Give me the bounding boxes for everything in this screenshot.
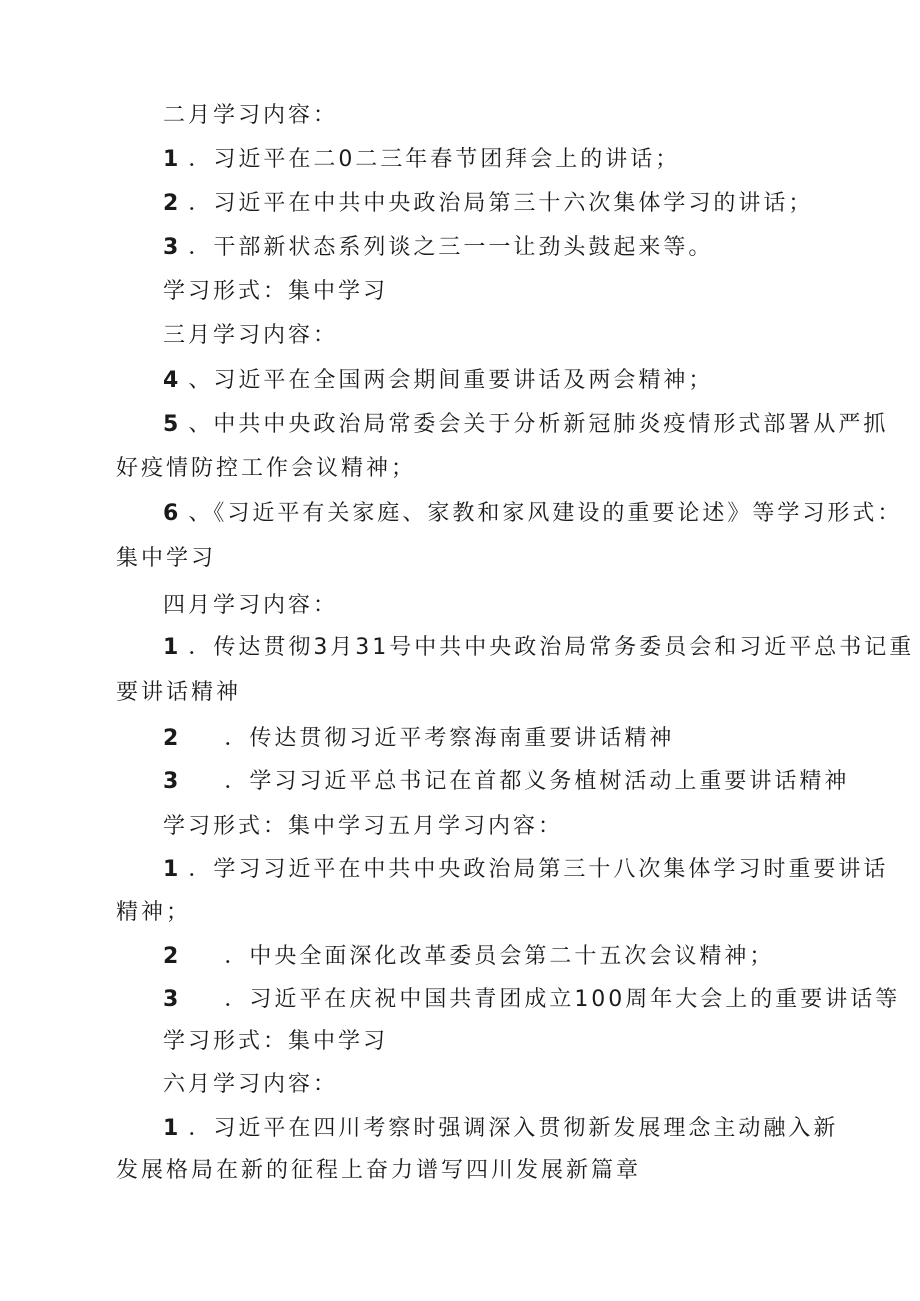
- apr-item-1-continuation: 要讲话精神: [116, 680, 242, 705]
- jun-item-1-continuation: 发展格局在新的征程上奋力谱写四川发展新篇章: [116, 1158, 642, 1183]
- may-item-2: [163, 942, 774, 972]
- item-text: ．学习习近平在中共中央政治局第三十八次集体学习时重要讲话: [188, 857, 889, 882]
- item-text: 、中共中央政治局常委会关于分析新冠肺炎疫情形式部署从严抓: [188, 412, 889, 437]
- apr-item-3: [163, 767, 849, 797]
- may-item-1-continuation: 精神；: [116, 900, 192, 925]
- mar-item-5: [163, 410, 888, 440]
- item-number: 2: [163, 726, 179, 751]
- item-text: ．习近平在二0二三年春节团拜会上的讲话；: [188, 147, 681, 172]
- jun-item-1: [163, 1114, 838, 1144]
- item-text: 、习近平在全国两会期间重要讲话及两会精神；: [188, 368, 714, 393]
- item-number: 6: [163, 501, 179, 526]
- mar-item-5-continuation: 好疫情防控工作会议精神；: [116, 456, 417, 481]
- item-text: ．干部新状态系列谈之三一一让劲头鼓起来等。: [188, 235, 714, 260]
- mar-item-6: [163, 499, 902, 529]
- feb-item-2: [163, 189, 813, 219]
- item-number: 5: [163, 412, 179, 437]
- feb-form: 学习形式：集中学习: [163, 279, 389, 304]
- item-number: 1: [163, 1116, 179, 1141]
- mar-item-6-continuation: 集中学习: [116, 546, 217, 571]
- apr-form-may-heading: 学习形式：集中学习五月学习内容：: [163, 814, 564, 839]
- feb-item-1: [163, 145, 680, 175]
- item-number: 1: [163, 635, 179, 660]
- item-text: ．传达贯彻习近平考察海南重要讲话精神: [224, 726, 675, 751]
- item-number: 3: [163, 235, 179, 260]
- may-item-1: [163, 855, 888, 885]
- item-number: 1: [163, 857, 179, 882]
- mar-heading: 三月学习内容：: [163, 323, 339, 348]
- item-text: ．传达贯彻3月31号中共中央政治局常务委员会和习近平总书记重: [188, 635, 915, 660]
- apr-heading: 四月学习内容：: [163, 593, 339, 618]
- item-number: 3: [163, 987, 179, 1012]
- item-text: ．习近平在庆祝中国共青团成立100周年大会上的重要讲话等: [224, 987, 901, 1012]
- item-number: 2: [163, 191, 179, 216]
- may-item-3: [163, 985, 900, 1015]
- item-text: ．中央全面深化改革委员会第二十五次会议精神；: [224, 944, 775, 969]
- apr-item-2: [163, 724, 674, 754]
- item-text: ．学习习近平总书记在首都义务植树活动上重要讲话精神: [224, 769, 850, 794]
- may-form: 学习形式：集中学习: [163, 1029, 389, 1054]
- item-text: ．习近平在中共中央政治局第三十六次集体学习的讲话；: [188, 191, 814, 216]
- item-number: 1: [163, 147, 179, 172]
- item-text: ．习近平在四川考察时强调深入贯彻新发展理念主动融入新: [188, 1116, 839, 1141]
- item-number: 4: [163, 368, 179, 393]
- apr-item-1: [163, 633, 914, 663]
- mar-item-4: [163, 366, 713, 396]
- feb-heading: 二月学习内容：: [163, 103, 339, 128]
- jun-heading: 六月学习内容：: [163, 1072, 339, 1097]
- item-number: 3: [163, 769, 179, 794]
- item-number: 2: [163, 944, 179, 969]
- item-text: 、《习近平有关家庭、家教和家风建设的重要论述》等学习形式：: [188, 501, 903, 526]
- feb-item-3: [163, 233, 713, 263]
